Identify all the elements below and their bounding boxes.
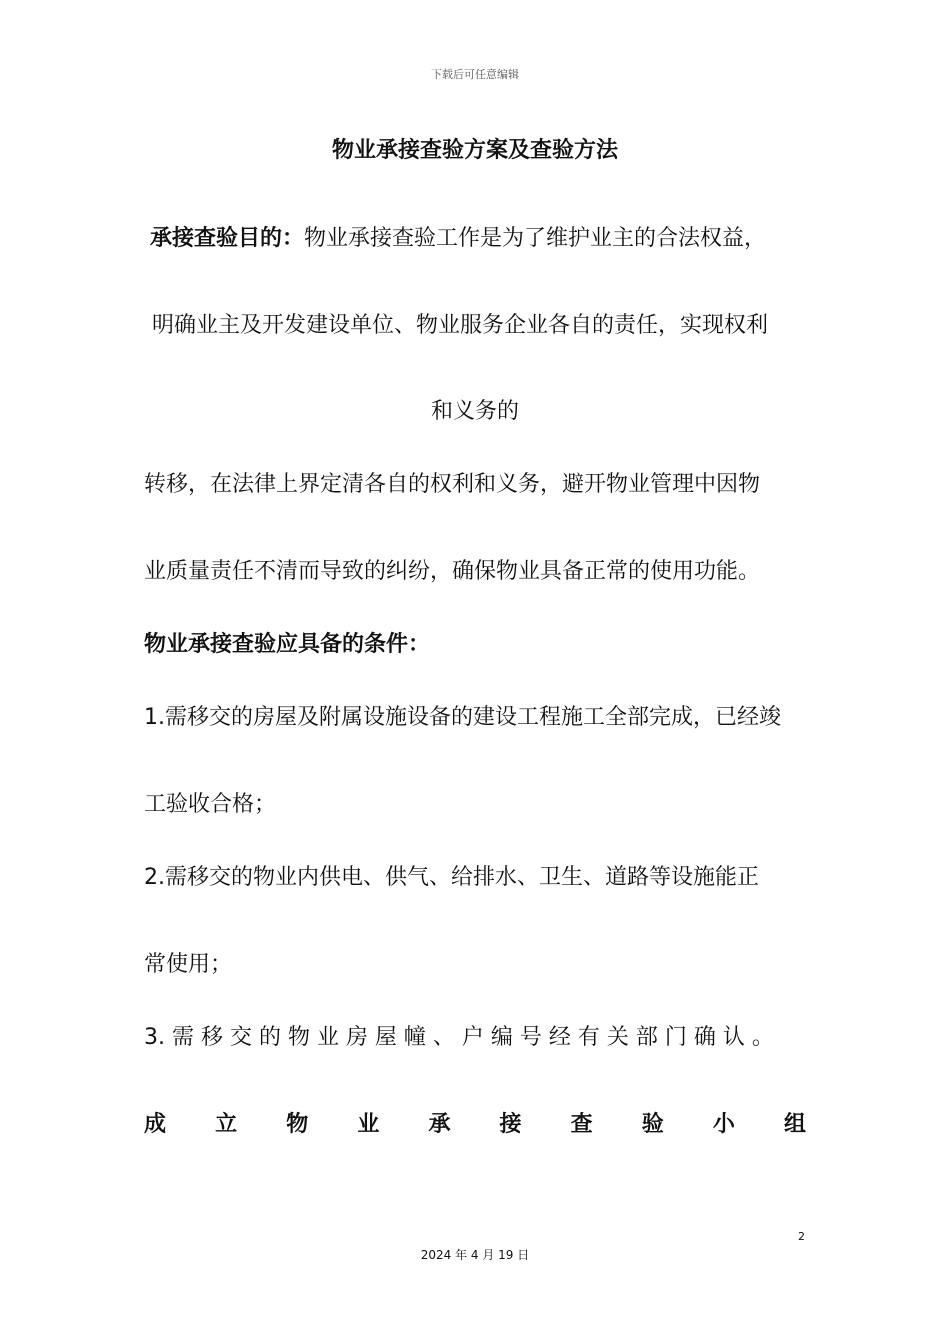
condition-2-line1: 2.需移交的物业内供电、供气、给排水、卫生、道路等设施能正 xyxy=(144,865,759,890)
purpose-text: 物业承接查验工作是为了维护业主的合法权益， xyxy=(304,226,767,251)
condition-1-line1: 1.需移交的房屋及附属设施设备的建设工程施工全部完成，已经竣 xyxy=(144,705,781,730)
header-note: 下载后可任意编辑 xyxy=(431,68,519,81)
purpose-line4: 转移，在法律上界定清各自的权利和义务，避开物业管理中因物 xyxy=(144,472,761,497)
document-title: 物业承接查验方案及查验方法 xyxy=(331,138,618,163)
condition-3-line1: 3. 需 移 交 的 物 业 房 屋 幢 、 户 编 号 经 有 关 部 门 确 认 。 xyxy=(144,1025,774,1050)
group-heading-char: 物 xyxy=(286,1112,309,1137)
purpose-line5: 业质量责任不清而导致的纠纷，确保物业具备正常的使用功能。 xyxy=(144,559,761,584)
group-heading-char: 验 xyxy=(641,1112,664,1137)
condition-1-line2: 工验收合格； xyxy=(144,792,277,817)
conditions-heading xyxy=(144,630,806,660)
page-number: 2 xyxy=(798,1230,805,1243)
group-heading-char: 成 xyxy=(144,1112,167,1137)
purpose-line2: 明确业主及开发建设单位、物业服务企业各自的责任，实现权利 xyxy=(152,313,769,338)
footer-date: 2024 年 4 月 19 日 xyxy=(420,1248,530,1262)
purpose-paragraph-line1 xyxy=(150,224,812,254)
group-heading-char: 立 xyxy=(215,1112,238,1137)
group-heading xyxy=(144,1110,806,1140)
group-heading-char: 查 xyxy=(570,1112,593,1137)
conditions-label: 物业承接查验应具备的条件： xyxy=(144,632,431,657)
group-heading-char: 组 xyxy=(783,1112,806,1137)
group-heading-char: 业 xyxy=(357,1112,380,1137)
purpose-line3: 和义务的 xyxy=(430,399,519,424)
group-heading-char: 小 xyxy=(712,1112,735,1137)
condition-2-line2: 常使用； xyxy=(144,952,233,977)
group-heading-char: 接 xyxy=(499,1112,522,1137)
group-heading-char: 承 xyxy=(428,1112,451,1137)
purpose-label: 承接查验目的： xyxy=(150,226,305,251)
